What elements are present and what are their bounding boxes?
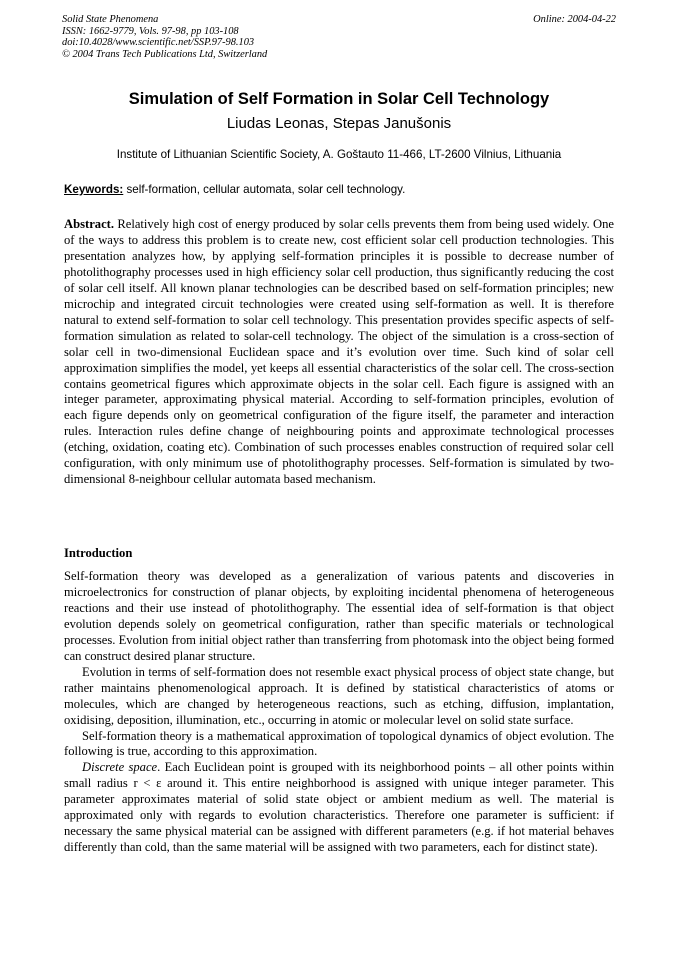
cut-off-line: [62, 60, 422, 65]
issn-line: ISSN: 1662-9779, Vols. 97-98, pp 103-108: [62, 25, 239, 37]
abstract-paragraph: [64, 217, 614, 488]
online-date: Online: 2004-04-22: [533, 14, 616, 25]
abstract-label: Abstract.: [64, 217, 115, 231]
intro-paragraph-3: Self-formation theory is a mathematical approximation of topological dynamics of object evolution. The following is true, according to this approximation.: [64, 728, 614, 759]
paper-title: Simulation of Self Formation in Solar Cell Technology: [128, 90, 550, 108]
journal-name: Solid State Phenomena: [62, 14, 159, 25]
introduction-heading: Introduction: [64, 546, 133, 560]
abstract-text: Relatively high cost of energy produced by solar cells prevents them from being used widely. One of the ways to address this problem is to create new, cost efficient solar cell production technologies. This presentation analyzes how, by applying self-formation principles it is possible to decrease number of photolithography processes used in high efficiency solar cell production, thus significantly reducing the cost of solar cell itself. All known planar technologies can be described based on self-formation principles; new microchip and integrated circuit technologies were created using self-formation as well. It is therefore natural to extend self-formation to solar cell technology. This presentation provides specific aspects of self-formation simulation as related to solar-cell technology. The object of the simulation is a cross-section of solar cell in two-dimensional Euclidean space and it’s evolution over time. Such kind of solar cell approximation simplifies the model, yet keeps all essential characteristics of the solar cell. The cross-section contains geometrical figures which approximate objects in the solar cell. Each figure is assigned with an integer parameter, approximating physical material. According to self-formation principles, evolution of each figure depends only on geometrical configuration of the figure itself, the parameter and interaction rules. Interaction rules define change of neighbouring points and approximate technological processes (etching, oxidation, coating etc). Combination of such processes enables construction of required solar cell configuration, with only minimum use of photolithography processes. Self-formation is simulated by two-dimensional 8-neighbour cellular automata based mechanism.: [64, 217, 614, 487]
discrete-space-text: . Each Euclidean point is grouped with its neighborhood points – all other points within small radius r < ε around it. This entire neighborhood is assigned with unique integer parameter. This parameter approximates material of solid state object or ambient medium as well. The material is approximated only with regards to evolution characteristics. Therefore one parameter is sufficient: if necessary the same physical material can be assigned with different parameters (e.g. if hot material behaves differently than cold, than the same material will be assigned with two parameters, each for distinct state).: [64, 760, 614, 855]
keywords-text: self-formation, cellular automata, solar cell technology.: [123, 183, 406, 196]
discrete-space-term: Discrete space: [82, 760, 158, 775]
intro-paragraph-4: [64, 760, 614, 856]
author-affiliation: Institute of Lithuanian Scientific Society, A. Goštauto 11-466, LT-2600 Vilnius, Lithuania: [116, 148, 562, 161]
keywords-label: Keywords:: [64, 183, 124, 196]
copyright-line: © 2004 Trans Tech Publications Ltd, Switzerland: [62, 48, 268, 60]
intro-paragraph-1: Self-formation theory was developed as a generalization of various patents and discoveries in microelectronics for construction of planar objects, by exploiting incidental phenomena of heterogeneous reactions and their use instead of photolithography. The essential idea of self-formation is that object evolution depends solely on geometrical configuration, rather than specific materials or technological processes. Evolution from initial object rather than transferring from photomask into the object being formed can construct desired planar structure.: [64, 569, 614, 663]
doi-line: doi:10.4028/www.scientific.net/SSP.97-98.103: [62, 37, 255, 49]
journal-info: [62, 14, 422, 65]
paper-authors: Liudas Leonas, Stepas Janušonis: [226, 115, 452, 132]
introduction-body: [64, 569, 614, 856]
intro-paragraph-2: Evolution in terms of self-formation does not resemble exact physical process of object state change, but rather maintains phenomenological approach. It is defined by statistical characteristics of atoms or molecules, which are changed by heterogeneous reactions, such as etching, diffusion, implantation, oxidising, deposition, illumination, etc., occurring in atomic or molecular level on solid state surface.: [64, 664, 614, 727]
keywords-line: [64, 182, 624, 197]
